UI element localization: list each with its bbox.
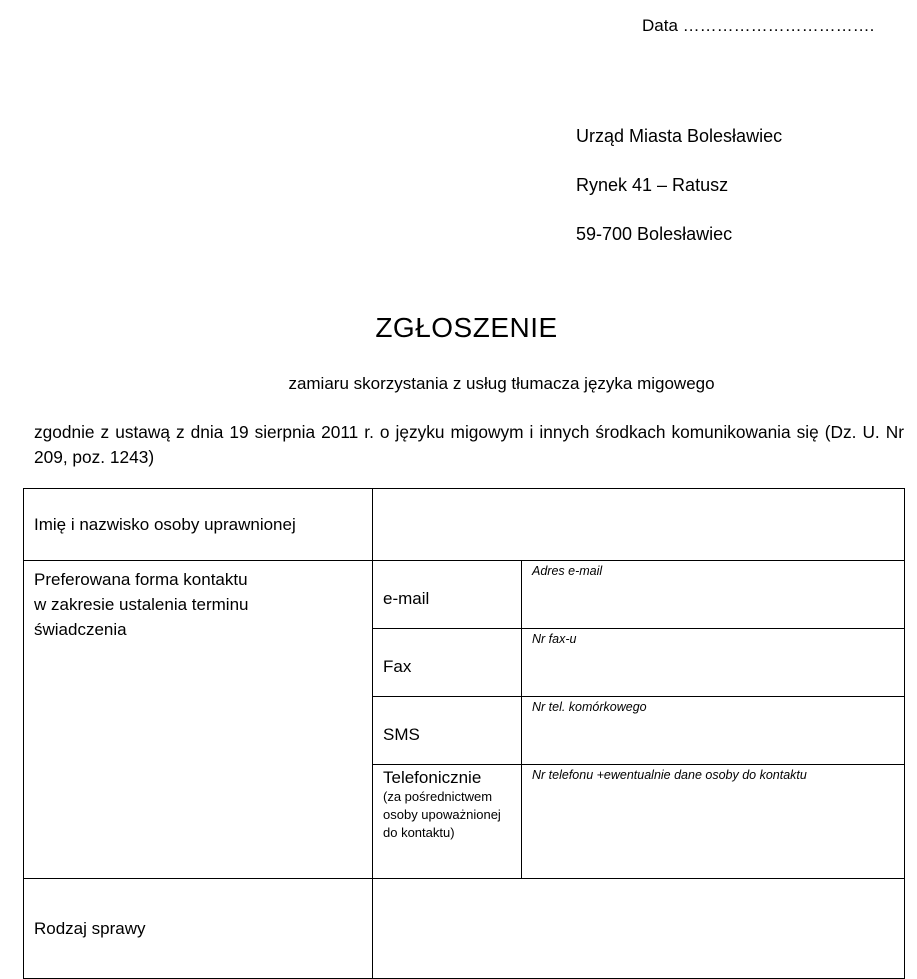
- phone-note: (za pośrednictwem osoby upoważnionej do kontaktu): [383, 789, 501, 840]
- contact-label-line1: Preferowana forma kontaktu: [34, 570, 248, 589]
- name-label: Imię i nazwisko osoby uprawnionej: [34, 514, 296, 534]
- sms-field[interactable]: [522, 697, 905, 765]
- fax-field[interactable]: [522, 629, 905, 697]
- fax-label: Fax: [383, 657, 412, 676]
- email-option-cell: [373, 561, 522, 629]
- document-subtitle: zamiaru skorzystania z usług tłumacza języka migowego: [288, 374, 715, 393]
- date-line: Data …………………………….: [642, 16, 875, 35]
- phone-label: Telefonicznie: [383, 768, 482, 787]
- fax-option-cell: [373, 629, 522, 697]
- name-field[interactable]: [373, 489, 905, 561]
- case-type-label: Rodzaj sprawy: [34, 918, 146, 938]
- contact-label-line2: w zakresie ustalenia terminu: [34, 595, 249, 614]
- email-label: e-mail: [383, 589, 430, 608]
- case-type-field[interactable]: [373, 879, 905, 979]
- application-form: [23, 488, 905, 979]
- case-label-cell: [24, 879, 373, 979]
- name-label-cell: [24, 489, 373, 561]
- recipient-office: Urząd Miasta Bolesławiec: [576, 126, 783, 146]
- phone-hint: Nr telefonu +ewentualnie dane osoby do kontaktu: [532, 768, 807, 782]
- contact-label-line3: świadczenia: [34, 620, 127, 639]
- recipient-city: 59-700 Bolesławiec: [576, 224, 733, 244]
- fax-hint: Nr fax-u: [532, 632, 577, 646]
- email-field[interactable]: [522, 561, 905, 629]
- sms-option-cell: [373, 697, 522, 765]
- phone-field[interactable]: [522, 765, 905, 879]
- document-title: ZGŁOSZENIE: [375, 312, 558, 343]
- sms-label: SMS: [383, 725, 420, 744]
- recipient-address: [576, 112, 782, 259]
- email-hint: Adres e-mail: [532, 564, 603, 578]
- contact-label-cell: [24, 561, 373, 879]
- legal-basis: zgodnie z ustawą z dnia 19 sierpnia 2011 r. o języku migowym i innych środkach komunikowania się (Dz. U. Nr 209, poz. 1243): [34, 422, 904, 467]
- phone-option-cell: [373, 765, 522, 879]
- recipient-street: Rynek 41 – Ratusz: [576, 175, 729, 195]
- sms-hint: Nr tel. komórkowego: [532, 700, 647, 714]
